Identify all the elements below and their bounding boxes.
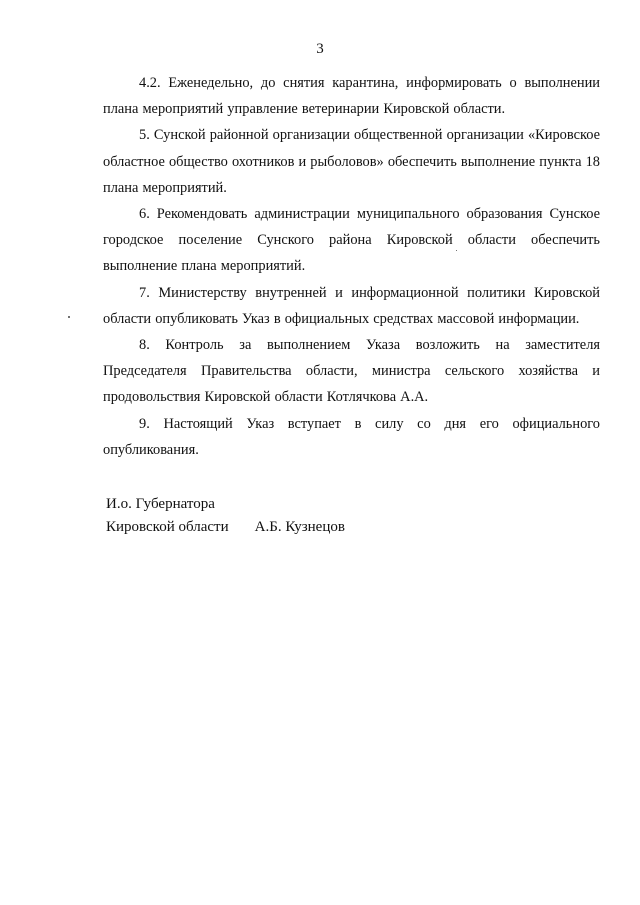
paragraph-6: 6. Рекомендовать администрации муниципального образования Сунское городское поселение Сунского района Кировской области обеспечить выполнение плана мероприятий. [103, 206, 600, 275]
paragraph-7: 7. Министерству внутренней и информационной политики Кировской области опубликовать Указ в официальных средствах массовой информации. [103, 284, 600, 327]
paragraph-9: 9. Настоящий Указ вступает в силу со дня его официального опубликования. [103, 415, 600, 458]
scan-speck [456, 250, 457, 251]
paragraph-8: 8. Контроль за выполнением Указа возложить на заместителя Председателя Правительства области, министра сельского хозяйства и продовольствия Кировской области Котлячкова А.А. [103, 337, 600, 406]
paragraph-4-2: 4.2. Еженедельно, до снятия карантина, информировать о выполнении плана мероприятий управление ветеринарии Кировской области. [103, 75, 600, 118]
scan-speck [68, 316, 70, 318]
signature-region: Кировской области [106, 519, 229, 535]
paragraph-5: 5. Сунской районной организации общественной организации «Кировское областное общество охотников и рыболовов» обеспечить выполнение пункта 18 плана мероприятий. [103, 127, 600, 196]
decree-body [103, 70, 600, 463]
signature-block [106, 493, 345, 539]
page-number: 3 [316, 41, 324, 57]
signature-name: А.Б. Кузнецов [254, 519, 345, 535]
signature-position-line2 [106, 516, 345, 539]
signature-position-line1: И.о. Губернатора [106, 496, 215, 512]
